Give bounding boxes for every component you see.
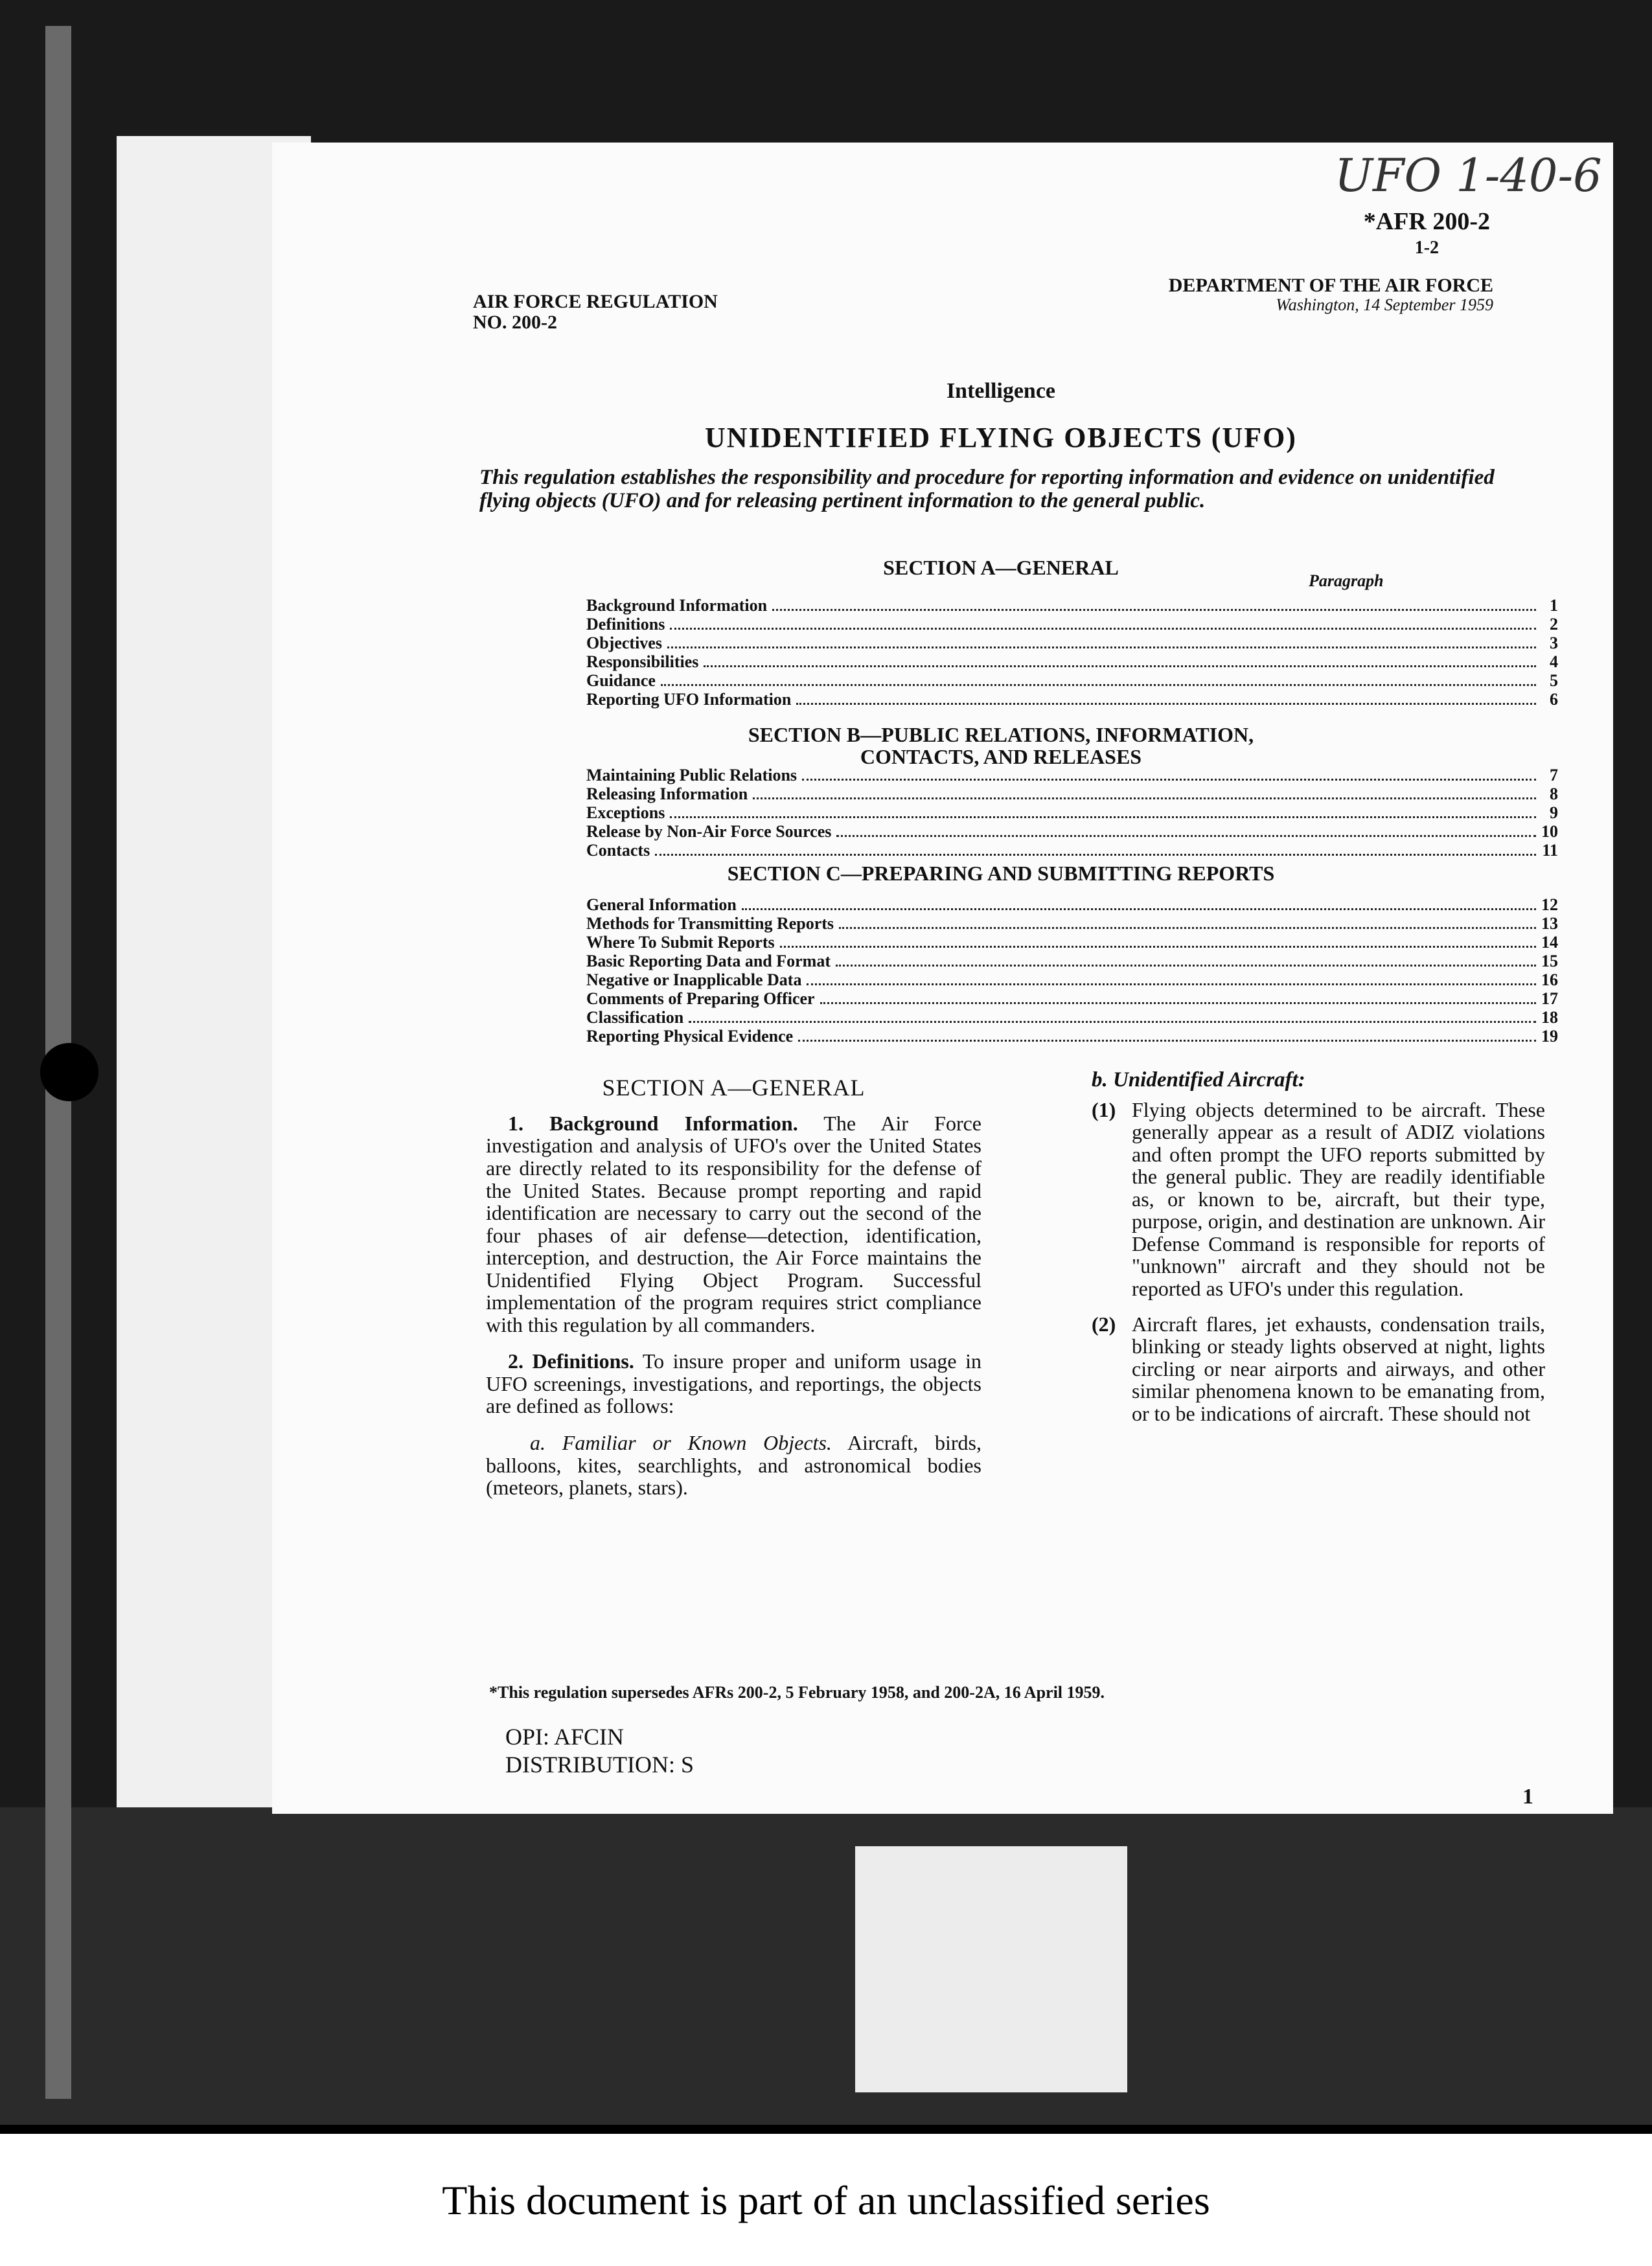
regulation-page: [272, 143, 1613, 1814]
toc-entry: [586, 671, 1558, 690]
body-section-heading: SECTION A—GENERAL: [602, 1075, 866, 1101]
toc-leader-dots: [753, 797, 1536, 799]
item-2-text: Aircraft flares, jet exhausts, condensation trails, blinking or steady lights observed at night, lights circling or near airports and airways, and other similar phenomena known to be emanating from, or to be indications of aircraft. These should not: [1132, 1312, 1545, 1425]
toc-entry-number: 14: [1541, 933, 1558, 952]
toc-entry-label: Negative or Inapplicable Data: [586, 970, 802, 989]
toc-entry: [586, 803, 1558, 822]
regulation-line-1: AIR FORCE REGULATION: [473, 291, 718, 312]
toc-leader-dots: [796, 703, 1536, 705]
paragraph-1-heading: 1. Background Information.: [508, 1111, 798, 1135]
paragraph-2a: [486, 1432, 981, 1499]
toc-leader-dots: [839, 927, 1536, 929]
toc-entry: [586, 989, 1558, 1008]
paragraph-2b-item-2: [1092, 1313, 1545, 1425]
punch-hole: [40, 1043, 98, 1101]
toc-entry-number: 7: [1550, 766, 1558, 784]
toc-entry-label: Basic Reporting Data and Format: [586, 952, 831, 970]
toc-entry: [586, 652, 1558, 671]
toc-entry: [586, 784, 1558, 803]
toc-paragraph-header: Paragraph: [1309, 571, 1384, 590]
toc-section-a-title: SECTION A—GENERAL: [883, 556, 1119, 579]
paragraph-2-heading: 2. Definitions.: [508, 1349, 634, 1373]
paragraph-2b-heading: b. Unidentified Aircraft:: [1092, 1068, 1305, 1092]
body-right-column: [1092, 1069, 1545, 1437]
toc-leader-dots: [836, 965, 1536, 967]
category-heading: Intelligence: [946, 379, 1056, 403]
toc-entry-label: Responsibilities: [586, 652, 699, 671]
toc-entry-number: 6: [1550, 690, 1558, 709]
toc-entry-number: 11: [1542, 841, 1558, 860]
toc-section-c: [586, 895, 1558, 1046]
toc-leader-dots: [661, 684, 1536, 686]
purpose-statement: This regulation establishes the responsibility and procedure for reporting information and evidence on unidentified flying objects (UFO) and for releasing pertinent information to the general public.: [479, 466, 1495, 512]
toc-entry-label: Classification: [586, 1008, 684, 1027]
toc-leader-dots: [655, 854, 1536, 856]
toc-entry-number: 17: [1541, 989, 1558, 1008]
toc-entry-number: 13: [1541, 914, 1558, 933]
toc-leader-dots: [670, 816, 1536, 818]
toc-entry-number: 15: [1541, 952, 1558, 970]
toc-section-b-line-1: SECTION B—PUBLIC RELATIONS, INFORMATION,: [748, 723, 1254, 746]
toc-entry-label: General Information: [586, 895, 737, 914]
toc-entry: [586, 933, 1558, 952]
paragraph-2-text: To insure proper and uniform usage in UFO screenings, investigations, and reportings, the objects are defined as follows:: [486, 1349, 982, 1418]
paragraph-2a-heading: a. Familiar or Known Objects.: [530, 1430, 832, 1454]
page-number: 1: [1522, 1785, 1533, 1809]
toc-entry: [586, 615, 1558, 634]
toc-section-c-title: SECTION C—PREPARING AND SUBMITTING REPORTS: [727, 862, 1275, 885]
toc-entry-number: 2: [1550, 615, 1558, 634]
afr-sub: 1-2: [1414, 237, 1440, 258]
toc-leader-dots: [689, 1021, 1536, 1023]
toc-entry: [586, 596, 1558, 615]
toc-entry-number: 18: [1541, 1008, 1558, 1027]
toc-entry-label: Guidance: [586, 671, 656, 690]
toc-entry: [586, 690, 1558, 709]
series-caption: This document is part of an unclassified series: [442, 2177, 1210, 2223]
toc-leader-dots: [772, 609, 1536, 611]
toc-entry-label: Background Information: [586, 596, 768, 615]
regulation-line-2: NO. 200-2: [473, 311, 557, 333]
toc-entry-number: 19: [1541, 1027, 1558, 1046]
toc-entry-label: Objectives: [586, 634, 662, 652]
opi-line: OPI: AFCIN: [505, 1724, 625, 1750]
toc-leader-dots: [742, 908, 1536, 910]
department-name: DEPARTMENT OF THE AIR FORCE: [1168, 275, 1493, 296]
supersedes-footnote: *This regulation supersedes AFRs 200-2, 5 February 1958, and 200-2A, 16 April 1959.: [489, 1683, 1105, 1702]
toc-leader-dots: [802, 779, 1536, 781]
toc-entry: [586, 895, 1558, 914]
toc-entry-number: 8: [1550, 784, 1558, 803]
toc-section-b-title: [272, 724, 1613, 768]
toc-entry-number: 12: [1541, 895, 1558, 914]
toc-section-a: [586, 596, 1558, 709]
toc-entry: [586, 1008, 1558, 1027]
toc-entry-number: 1: [1550, 596, 1558, 615]
toc-leader-dots: [820, 1002, 1536, 1004]
paragraph-2: [486, 1350, 981, 1417]
toc-entry-number: 4: [1550, 652, 1558, 671]
toc-entry-label: Maintaining Public Relations: [586, 766, 797, 784]
toc-entry: [586, 914, 1558, 933]
toc-entry-label: Reporting UFO Information: [586, 690, 792, 709]
toc-entry: [586, 970, 1558, 989]
distribution-line: DISTRIBUTION: S: [505, 1752, 694, 1778]
toc-entry-number: 10: [1541, 822, 1558, 841]
toc-entry-label: Methods for Transmitting Reports: [586, 914, 834, 933]
toc-entry: [586, 634, 1558, 652]
toc-entry: [586, 952, 1558, 970]
paragraph-2a-text: Aircraft, birds, balloons, kites, searchlights, and astronomical bodies (meteors, planets, stars).: [486, 1430, 982, 1500]
toc-leader-dots: [670, 628, 1536, 630]
archive-label-tab: [855, 1846, 1127, 2092]
item-2-marker: (2): [1092, 1312, 1116, 1336]
body-left-column: [486, 1075, 981, 1513]
toc-entry-label: Reporting Physical Evidence: [586, 1027, 794, 1046]
toc-leader-dots: [807, 983, 1536, 985]
toc-entry-label: Where To Submit Reports: [586, 933, 775, 952]
toc-entry: [586, 1027, 1558, 1046]
afr-label: *AFR 200-2: [1363, 208, 1490, 235]
toc-entry-number: 5: [1550, 671, 1558, 690]
toc-entry-number: 9: [1550, 803, 1558, 822]
handwritten-stamp: UFO 1-40-6: [1335, 149, 1602, 202]
department-date: Washington, 14 September 1959: [1276, 295, 1493, 314]
document-title: UNIDENTIFIED FLYING OBJECTS (UFO): [705, 422, 1297, 453]
toc-entry-label: Definitions: [586, 615, 665, 634]
toc-leader-dots: [667, 647, 1536, 648]
regulation-id: [473, 292, 718, 332]
opi-block: [505, 1723, 694, 1779]
toc-leader-dots: [704, 665, 1536, 667]
toc-entry-label: Releasing Information: [586, 784, 748, 803]
toc-leader-dots: [780, 946, 1536, 948]
toc-leader-dots: [798, 1040, 1536, 1042]
toc-entry-label: Comments of Preparing Officer: [586, 989, 815, 1008]
toc-entry-label: Exceptions: [586, 803, 665, 822]
item-1-marker: (1): [1092, 1097, 1116, 1121]
toc-entry-number: 3: [1550, 634, 1558, 652]
toc-entry-number: 16: [1541, 970, 1558, 989]
toc-entry-label: Contacts: [586, 841, 650, 860]
toc-section-b-line-2: CONTACTS, AND RELEASES: [860, 744, 1142, 768]
paragraph-1: [486, 1112, 981, 1336]
toc-entry: [586, 841, 1558, 860]
toc-section-b: [586, 766, 1558, 860]
department-block: [1169, 275, 1493, 314]
toc-entry-label: Release by Non-Air Force Sources: [586, 822, 832, 841]
item-1-text: Flying objects determined to be aircraft. These generally appear as a result of ADIZ violations and often prompt the UFO reports submitted by the general public. They are readily identifiable as, or known to be, aircraft, but their type, purpose, origin, and destination are unknown. Air Defense Command is responsible for reports of "unknown" aircraft and they should not be reported as UFO's under this regulation.: [1132, 1097, 1545, 1300]
toc-entry: [586, 766, 1558, 784]
afr-number: [1364, 207, 1490, 258]
paragraph-1-text: The Air Force investigation and analysis of UFO's over the United States are directly related to its responsibility for the defense of the United States. Because prompt reporting and rapid identification are necessary to carry out the second of the four phases of air defense—detection, identification, interception, and destruction, the Air Force maintains the Unidentified Flying Object Program. Successful implementation of the program requires strict compliance with this regulation by all commanders.: [486, 1111, 982, 1336]
toc-entry: [586, 822, 1558, 841]
scanner-background: [0, 1807, 1652, 2125]
caption-divider: [0, 2125, 1652, 2134]
toc-leader-dots: [836, 835, 1536, 837]
paragraph-2b-item-1: [1092, 1099, 1545, 1300]
